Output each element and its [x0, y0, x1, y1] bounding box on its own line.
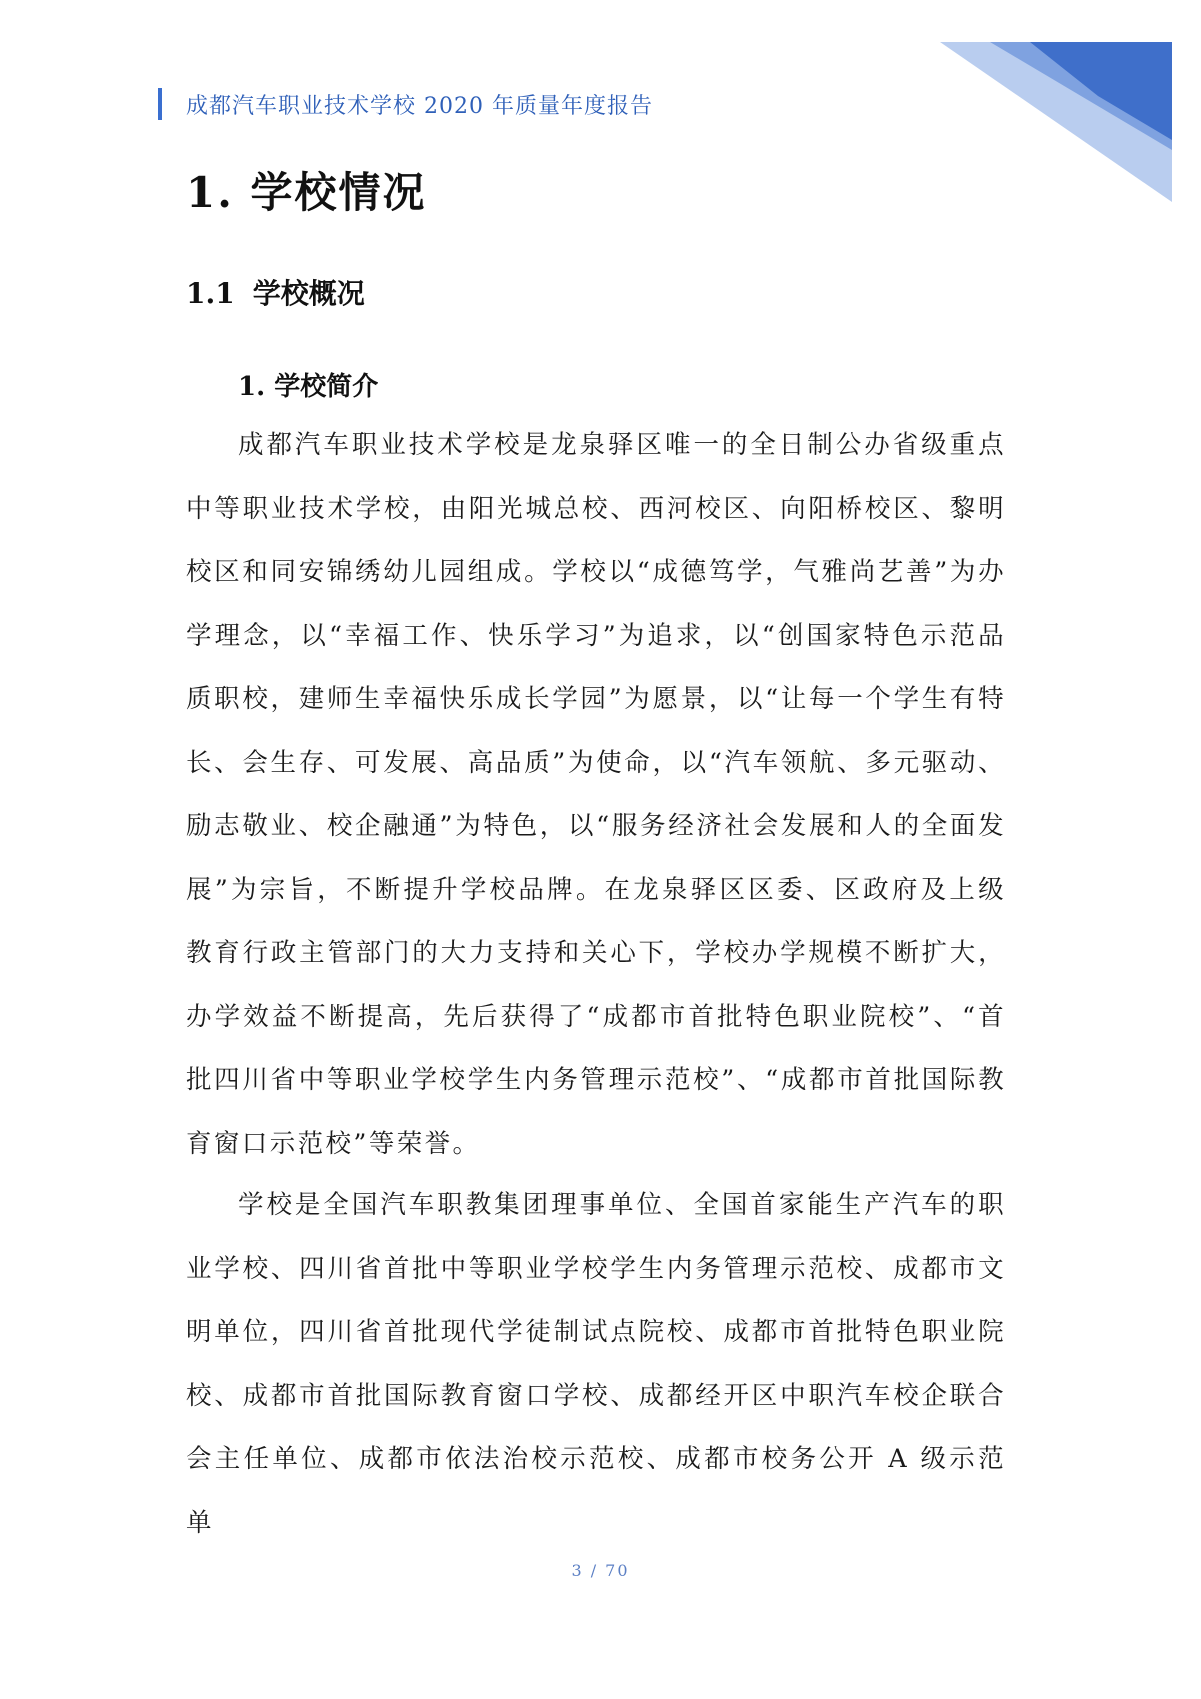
page-number: 3 / 70 [571, 1561, 630, 1580]
body-paragraph: 学校是全国汽车职教集团理事单位、全国首家能生产汽车的职业学校、四川省首批中等职业学校学生内务管理示范校、成都市文明单位，四川省首批现代学徒制试点院校、成都市首批特色职业院校、成都市首批国际教育窗口学校、成都经开区中职汽车校企联合会主任单位、成都市依法治校示范校、成都市校务公开 A 级示范单 [186, 1190, 1006, 1538]
section-title: 1. 学校情况 [186, 168, 427, 217]
header-accent-bar [158, 88, 162, 120]
corner-triangle-mid [990, 42, 1172, 150]
header-title: 成都汽车职业技术学校 2020 年质量年度报告 [186, 94, 653, 119]
subsubsection-title: 1. 学校简介 [238, 372, 379, 402]
body-paragraph: 成都汽车职业技术学校是龙泉驿区唯一的全日制公办省级重点中等职业技术学校，由阳光城总校、西河校区、向阳桥校区、黎明校区和同安锦绣幼儿园组成。学校以“成德笃学，气雅尚艺善”为办学理念，以“幸福工作、快乐学习”为追求，以“创国家特色示范品质职校，建师生幸福快乐成长学园”为愿景，以“让每一个学生有特长、会生存、可发展、高品质”为使命，以“汽车领航、多元驱动、励志敬业、校企融通”为特色，以“服务经济社会发展和人的全面发展”为宗旨，不断提升学校品牌。在龙泉驿区区委、区政府及上级教育行政主管部门的大力支持和关心下，学校办学规模不断扩大，办学效益不断提高，先后获得了“成都市首批特色职业院校”、“首批四川省中等职业学校学生内务管理示范校”、“成都市首批国际教育窗口示范校”等荣誉。 [186, 430, 1006, 1159]
subsection-number: 1.1 [186, 277, 235, 310]
corner-decoration [0, 0, 1201, 260]
corner-triangle-light [940, 42, 1172, 202]
subsection-title: 学校概况 [252, 277, 365, 310]
subsection-heading [186, 272, 365, 312]
corner-triangle-dark [1030, 42, 1172, 140]
